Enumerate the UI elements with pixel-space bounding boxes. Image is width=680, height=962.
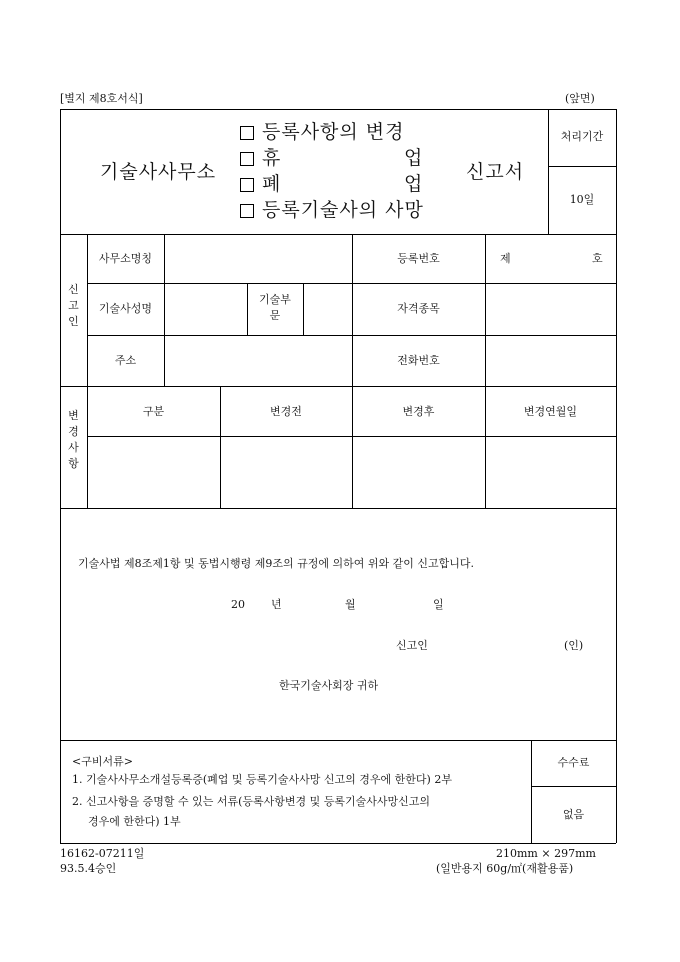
paper-size: 210mm × 297mm: [496, 847, 596, 860]
date-year-prefix: 20: [231, 598, 245, 611]
seal-mark: (인): [564, 639, 584, 652]
option-suspension[interactable]: 휴: [240, 147, 281, 169]
document-item-2: 2. 신고사항을 증명할 수 있는 서류(등록사항변경 및 등록기술사사망신고의: [72, 795, 431, 808]
change-section-label: 변경사항: [68, 409, 79, 470]
option-suspension-suffix: 업: [404, 147, 424, 169]
engineer-name-field[interactable]: [165, 285, 246, 334]
processing-period-value: 10일: [569, 193, 595, 206]
form-code: 16162-07211일: [60, 847, 145, 860]
date-year: 년: [271, 598, 282, 611]
phone-label: 전화번호: [397, 354, 440, 367]
paper-type: (일반용지 60g/㎡(재활용품): [436, 862, 574, 875]
reporter-section-label: 신고인: [68, 283, 79, 328]
document-item-1: 1. 기술사사무소개설등록증(폐업 및 등록기술사사망 신고의 경우에 한한다) 2부: [72, 773, 452, 786]
form-title-right: 신고서: [466, 161, 525, 183]
change-category-field[interactable]: [88, 438, 219, 507]
engineer-name-label: 기술사성명: [98, 302, 153, 315]
registration-prefix: 제: [500, 252, 511, 265]
engineer-field-input[interactable]: [304, 285, 351, 334]
date-month: 월: [345, 598, 356, 611]
qualification-label: 자격종목: [397, 302, 440, 315]
change-col-before: 변경전: [270, 405, 302, 418]
change-before-field[interactable]: [221, 438, 351, 507]
phone-field[interactable]: [486, 337, 615, 385]
registration-number-label: 등록번호: [397, 252, 440, 265]
form-title-left: 기술사사무소: [100, 161, 217, 183]
option-closure[interactable]: 폐: [240, 173, 281, 195]
address-field[interactable]: [165, 337, 351, 385]
form-number: [별지 제8호서식]: [60, 92, 143, 105]
front-side-label: (앞면): [565, 92, 595, 105]
change-col-date: 변경연월일: [523, 405, 578, 418]
document-item-2-cont: 경우에 한한다) 1부: [88, 815, 181, 828]
declaration-statement: 기술사법 제8조제1항 및 동법시행령 제9조의 규정에 의하여 위와 같이 신고합니다.: [78, 557, 474, 570]
checkbox-icon[interactable]: [240, 126, 254, 140]
option-registration-change[interactable]: 등록사항의 변경: [240, 121, 405, 143]
option-engineer-death[interactable]: 등록기술사의 사망: [240, 199, 424, 221]
change-col-after: 변경후: [402, 405, 435, 418]
change-col-category: 구분: [142, 405, 165, 418]
office-name-label: 사무소명칭: [98, 252, 153, 265]
checkbox-icon[interactable]: [240, 204, 254, 218]
checkbox-icon[interactable]: [240, 178, 254, 192]
recipient: 한국기술사회장 귀하: [279, 679, 379, 692]
checkbox-icon[interactable]: [240, 152, 254, 166]
qualification-field[interactable]: [486, 285, 615, 334]
change-date-field[interactable]: [486, 438, 615, 507]
fee-value: 없음: [562, 808, 585, 821]
change-after-field[interactable]: [353, 438, 484, 507]
reporter-signature-label: 신고인: [396, 639, 428, 652]
fee-label: 수수료: [557, 756, 590, 769]
office-name-field[interactable]: [165, 236, 351, 282]
processing-period-label: 처리기간: [560, 130, 604, 143]
date-day: 일: [433, 598, 444, 611]
approval-date: 93.5.4승인: [60, 862, 117, 875]
address-label: 주소: [114, 354, 137, 367]
option-closure-suffix: 업: [404, 173, 424, 195]
registration-suffix: 호: [592, 252, 603, 265]
documents-title: <구비서류>: [72, 755, 133, 768]
engineer-field-label: 기술부문: [259, 293, 291, 322]
